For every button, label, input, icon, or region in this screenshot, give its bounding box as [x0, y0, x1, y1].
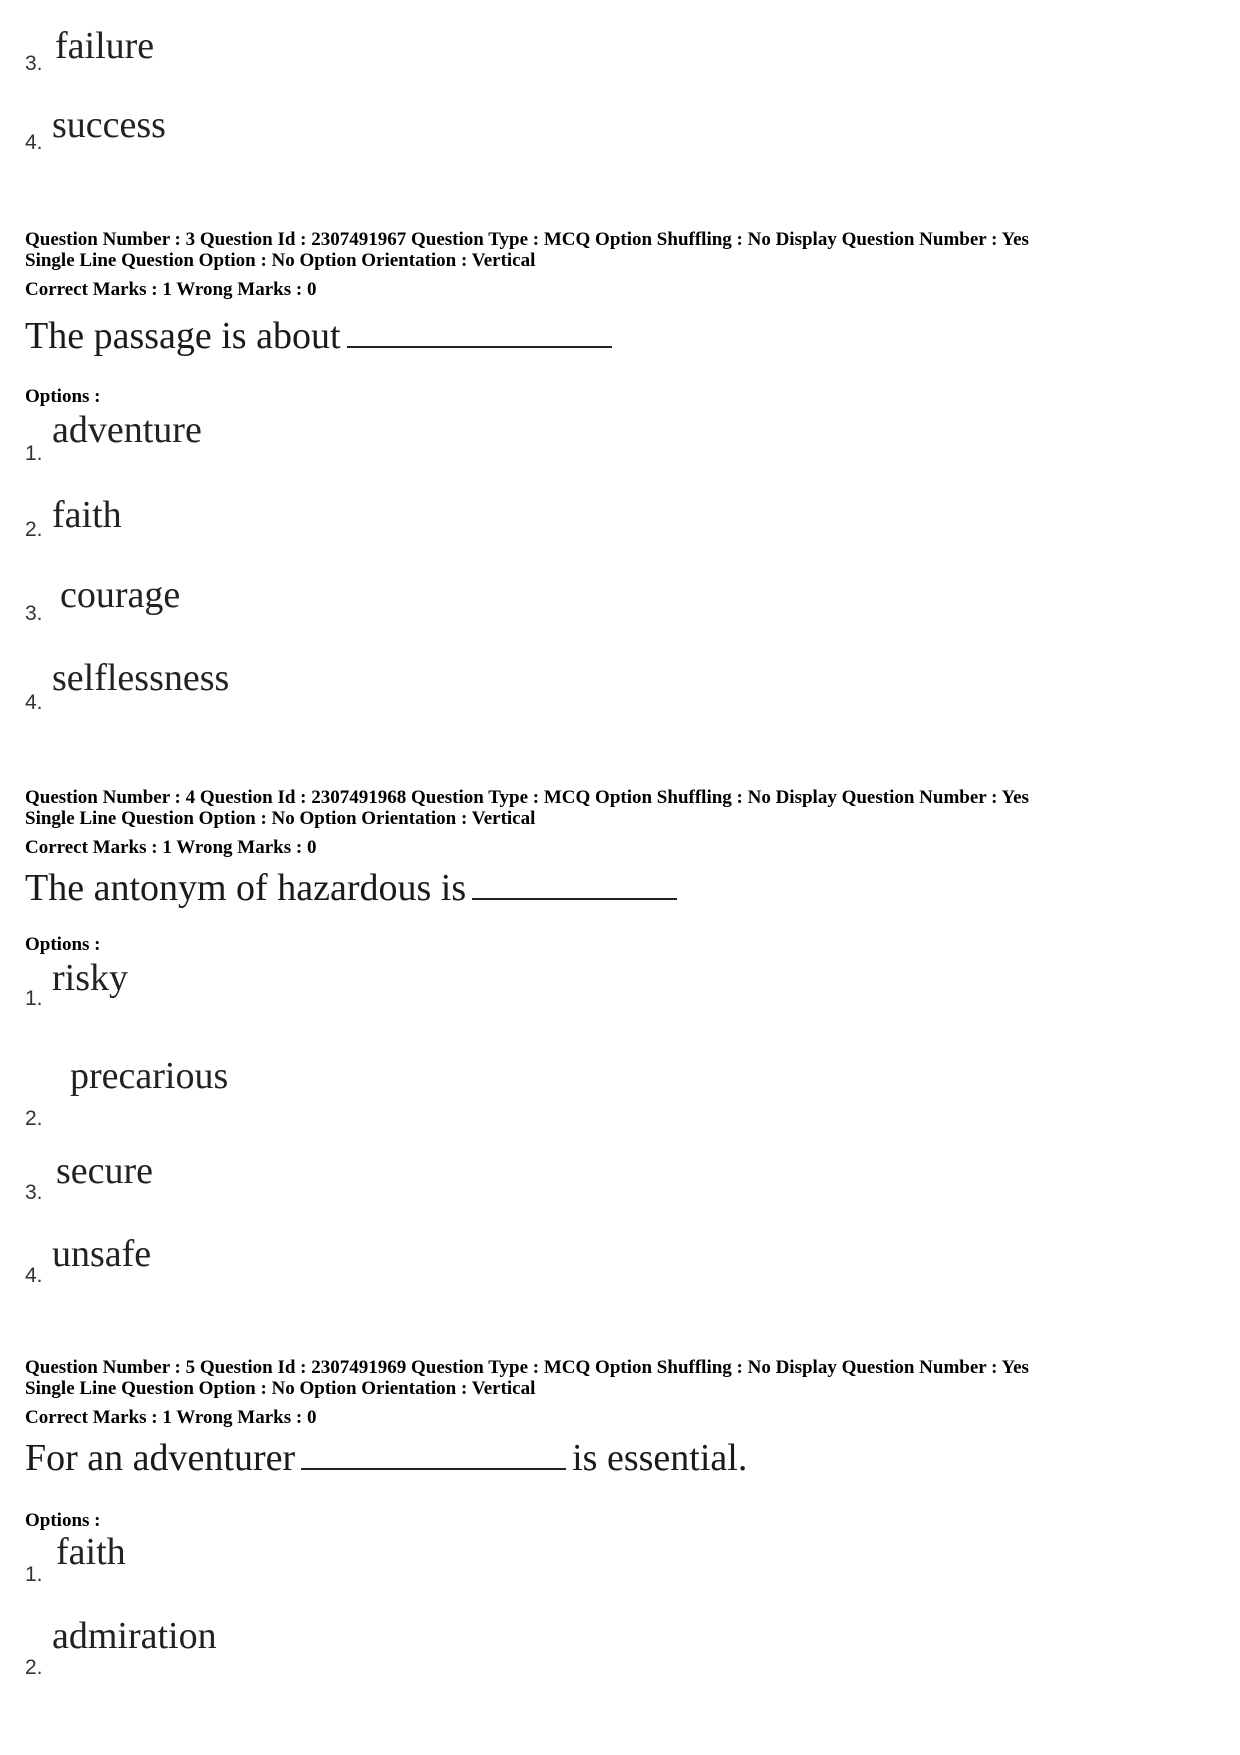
option-text[interactable]: faith [52, 494, 122, 536]
options-label: Options : [25, 386, 101, 407]
question-5-meta: Question Number : 5 Question Id : 2307491969 Question Type : MCQ Option Shuffling : No Display Question Number : Yes [25, 1357, 1029, 1378]
option-number: 3. [25, 1181, 43, 1204]
question-5-text [25, 1436, 747, 1480]
option-number: 2. [25, 1107, 43, 1130]
option-text[interactable]: success [52, 104, 166, 146]
option-text[interactable]: secure [56, 1150, 154, 1192]
option-text[interactable]: precarious [70, 1055, 229, 1097]
question-4-marks: Correct Marks : 1 Wrong Marks : 0 [25, 837, 317, 858]
answer-blank [472, 894, 677, 900]
question-5-meta-line2: Single Line Question Option : No Option Orientation : Vertical [25, 1378, 536, 1399]
option-number: 4. [25, 131, 43, 154]
option-number: 1. [25, 987, 43, 1010]
option-number: 2. [25, 518, 43, 541]
question-4-meta-line2: Single Line Question Option : No Option Orientation : Vertical [25, 808, 536, 829]
option-number: 4. [25, 1264, 43, 1287]
option-text[interactable]: faith [56, 1531, 126, 1573]
option-text[interactable]: admiration [52, 1615, 217, 1657]
option-text[interactable]: unsafe [52, 1233, 152, 1275]
question-3-marks: Correct Marks : 1 Wrong Marks : 0 [25, 279, 317, 300]
option-number: 1. [25, 442, 43, 465]
option-number: 3. [25, 52, 43, 75]
option-text[interactable]: failure [55, 25, 155, 67]
question-4-meta: Question Number : 4 Question Id : 2307491968 Question Type : MCQ Option Shuffling : No Display Question Number : Yes [25, 787, 1029, 808]
question-3-meta: Question Number : 3 Question Id : 2307491967 Question Type : MCQ Option Shuffling : No Display Question Number : Yes [25, 229, 1029, 250]
answer-blank [301, 1464, 566, 1470]
option-number: 3. [25, 602, 43, 625]
question-4-text [25, 866, 683, 910]
option-number: 1. [25, 1563, 43, 1586]
option-text[interactable]: selflessness [52, 657, 230, 699]
question-3-text [25, 314, 618, 358]
option-number: 2. [25, 1656, 43, 1679]
question-text-after: is essential. [572, 1437, 748, 1479]
answer-blank [347, 342, 612, 348]
option-number: 4. [25, 691, 43, 714]
options-label: Options : [25, 1510, 101, 1531]
question-text-before: The antonym of hazardous is [25, 867, 467, 909]
option-text[interactable]: courage [60, 574, 181, 616]
question-text-before: For an adventurer [25, 1437, 296, 1479]
question-5-marks: Correct Marks : 1 Wrong Marks : 0 [25, 1407, 317, 1428]
option-text[interactable]: risky [52, 957, 128, 999]
question-text-before: The passage is about [25, 315, 341, 357]
option-text[interactable]: adventure [52, 409, 202, 451]
question-3-meta-line2: Single Line Question Option : No Option Orientation : Vertical [25, 250, 536, 271]
options-label: Options : [25, 934, 101, 955]
